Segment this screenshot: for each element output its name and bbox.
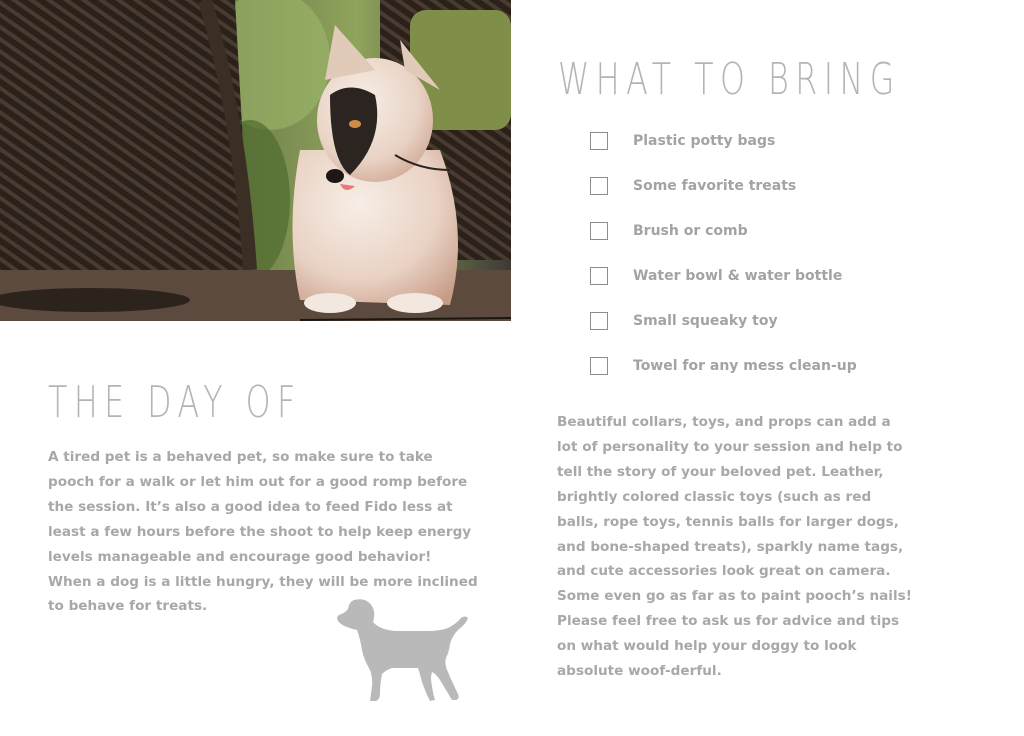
checklist-item[interactable] (590, 356, 857, 376)
day-of-paragraph: A tired pet is a behaved pet, so make sure to take pooch for a walk or let him out for a good romp before the session. It’s also a good idea to feed Fido less at least a few hours before the shoot to help keep energy levels manageable and encourage good behavior! When a dog is a little hungry, they will be more inclined to behave for treats. (48, 449, 478, 615)
checklist-item[interactable] (590, 176, 857, 196)
checklist-item-label: Towel for any mess clean-up (633, 358, 857, 374)
checklist-item[interactable] (590, 221, 857, 241)
checkbox-icon[interactable] (590, 267, 608, 285)
bring-checklist (590, 131, 857, 401)
checklist-item[interactable] (590, 266, 857, 286)
checkbox-icon[interactable] (590, 312, 608, 330)
the-day-of-heading: THE DAY OF (48, 377, 302, 428)
checklist-item-label: Some favorite treats (633, 178, 797, 194)
dog-silhouette-icon (336, 598, 470, 704)
checkbox-icon[interactable] (590, 222, 608, 240)
puppy-photo (0, 0, 511, 321)
checkbox-icon[interactable] (590, 177, 608, 195)
checklist-item-label: Water bowl & water bottle (633, 268, 843, 284)
checklist-item[interactable] (590, 131, 857, 151)
checkbox-icon[interactable] (590, 357, 608, 375)
checklist-item[interactable] (590, 311, 857, 331)
checklist-item-label: Plastic potty bags (633, 133, 776, 149)
checklist-item-label: Small squeaky toy (633, 313, 778, 329)
checkbox-icon[interactable] (590, 132, 608, 150)
checklist-item-label: Brush or comb (633, 223, 748, 239)
props-paragraph: Beautiful collars, toys, and props can add a lot of personality to your session and help to tell the story of your beloved pet. Leather, brightly colored classic toys (such as red balls, rope toys, tennis balls for larger dogs, and bone-shaped treats), sparkly name tags, and cute accessories look great on camera. Some even go as far as to paint pooch’s nails! Please feel free to ask us for advice and tips on what would help your doggy to look absolute woof-derful. (557, 414, 912, 680)
what-to-bring-heading: WHAT TO BRING (558, 54, 901, 105)
